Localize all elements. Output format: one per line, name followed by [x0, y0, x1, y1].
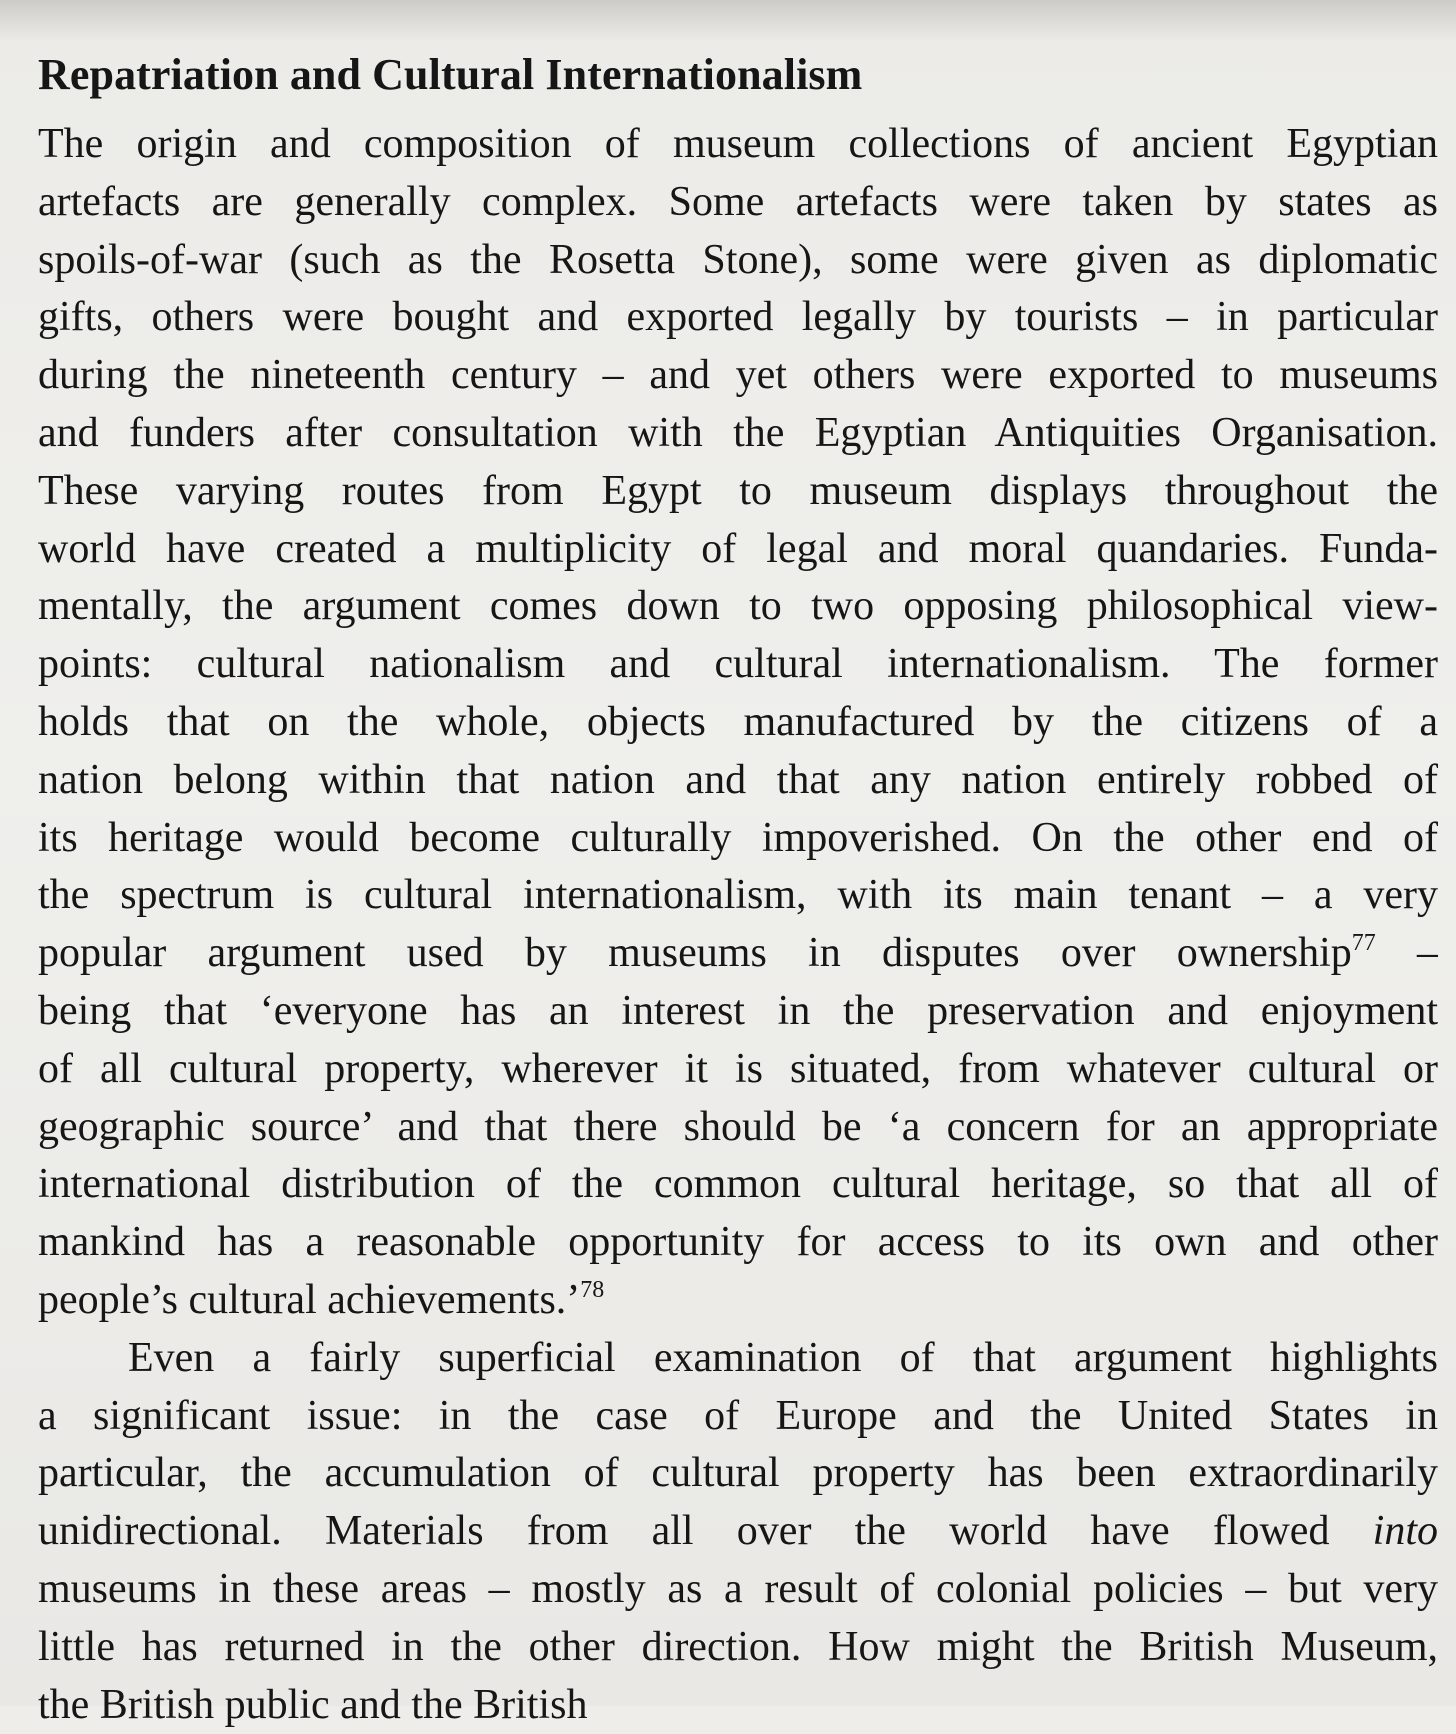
section-heading: Repatriation and Cultural Internationalism [38, 50, 863, 99]
footnote-ref-78: 78 [580, 1276, 605, 1303]
line-text-dash: – [1375, 930, 1438, 977]
paragraph-1-line: The origin and composition of museum collections of ancient Egyptian [38, 121, 1438, 167]
line-text: unidirectional. Materials from all over the world have flowed [38, 1508, 1330, 1555]
paragraph-2-line: Even a fairly superficial examination of that argument highlights [128, 1334, 1438, 1381]
paragraph-1 [38, 116, 1438, 1330]
paragraph-2-line [38, 1503, 1438, 1561]
paragraph-1-line: the spectrum is cultural internationalism, with its main tenant – a very [38, 872, 1438, 919]
line-text: people’s cultural achievements.’ [38, 1276, 581, 1323]
paragraph-1-line [38, 925, 1438, 983]
paragraph-1-line: These varying routes from Egypt to museum displays throughout the [38, 467, 1438, 514]
paragraph-1-line: during the nineteenth century – and yet others were exported to museums [38, 352, 1438, 399]
paragraph-1-line: spoils-of-war (such as the Rosetta Stone), some were given as diplomatic [38, 236, 1438, 283]
paragraph-1-line: gifts, others were bought and exported legally by tourists – in particular [38, 294, 1438, 341]
italic-word: into [1372, 1508, 1438, 1555]
paragraph-1-line: being that ‘everyone has an interest in the preservation and enjoyment [38, 987, 1438, 1034]
paragraph-1-line: world have created a multiplicity of legal and moral quandaries. Funda- [38, 525, 1438, 572]
paragraph-2-line: particular, the accumulation of cultural property has been extraordinarily [38, 1450, 1438, 1497]
paragraph-1-line: international distribution of the common cultural heritage, so that all of [38, 1161, 1438, 1208]
paragraph-1-line: artefacts are generally complex. Some artefacts were taken by states as [38, 178, 1438, 225]
paragraph-2-line: museums in these areas – mostly as a result of colonial policies – but very [38, 1565, 1438, 1612]
paragraph-1-line: mankind has a reasonable opportunity for access to its own and other [38, 1219, 1438, 1266]
paragraph-2 [38, 1330, 1438, 1734]
paragraph-1-line: holds that on the whole, objects manufactured by the citizens of a [38, 698, 1438, 745]
previous-page-bleed [0, 0, 1456, 42]
paragraph-2-line: a significant issue: in the case of Europe and the United States in [38, 1392, 1438, 1439]
paragraph-1-line: of all cultural property, wherever it is situated, from whatever cultural or [38, 1045, 1438, 1092]
line-text: popular argument used by museums in disputes over ownership [38, 930, 1352, 977]
paragraph-2-line: the British public and the British [38, 1681, 588, 1728]
paragraph-1-line: and funders after consultation with the Egyptian Antiquities Organisation. [38, 409, 1438, 456]
paragraph-1-line: nation belong within that nation and that any nation entirely robbed of [38, 756, 1438, 803]
paragraph-1-line: points: cultural nationalism and cultural internationalism. The former [38, 641, 1438, 688]
footnote-ref-77: 77 [1351, 930, 1376, 957]
paragraph-1-line [38, 1272, 1438, 1330]
paragraph-1-line: mentally, the argument comes down to two opposing philosophical view- [38, 583, 1438, 630]
paragraph-2-line: little has returned in the other direction. How might the British Museum, [38, 1623, 1438, 1670]
paragraph-1-line: geographic source’ and that there should be ‘a concern for an appropriate [38, 1103, 1438, 1150]
paragraph-1-line: its heritage would become culturally impoverished. On the other end of [38, 814, 1438, 861]
